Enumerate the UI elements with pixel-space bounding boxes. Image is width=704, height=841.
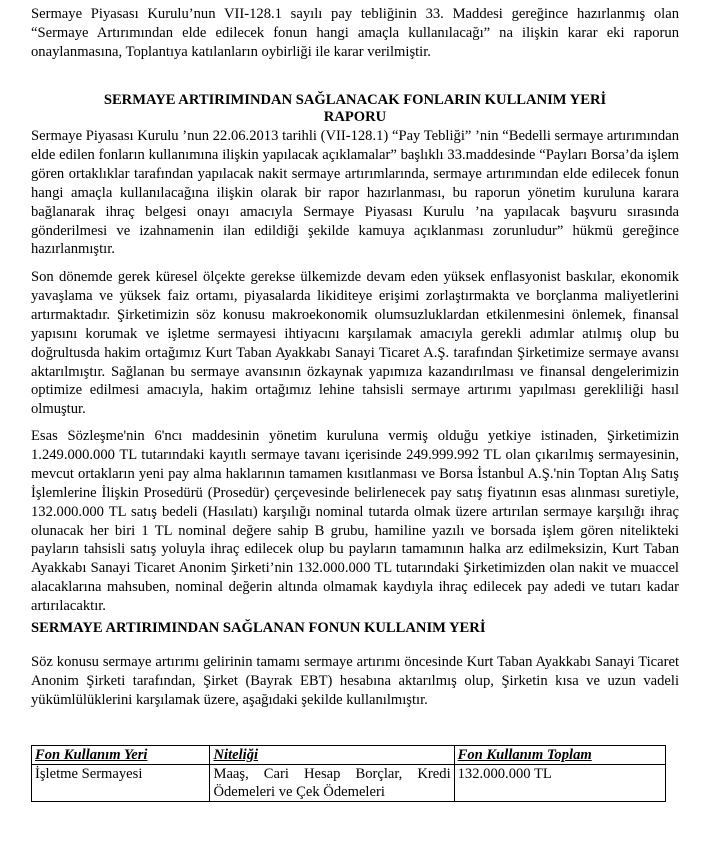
table-cell-nature — [210, 765, 454, 802]
paragraph-fund-usage: Söz konusu sermaye artırımı gelirinin tamamı sermaye artırımı öncesinde Kurt Taban Ayakkabı Sanayi Ticaret Anonim Şirketi tarafından, Şirket (Bayrak EBT) hesabına aktarılmış olup, Şirketin kısa ve uzun vadeli yükümlülüklerini karşılamak üzere, aşağıdaki şekilde kullanılmıştır. — [31, 654, 679, 708]
table-cell-nature-line: Maaş, Cari Hesap Borçlar, Kredi — [213, 766, 451, 782]
table-header-cell: Niteliği — [210, 746, 454, 765]
paragraph-economic-context: Son dönemde gerek küresel ölçekte gerekse ülkemizde devam eden yüksek enflasyonist baskılar, ekonomik yavaşlama ve yüksek faiz ortamı, piyasalarda likiditeye erişimi zorlaştırmakta ve borçlanma maliyetlerini artırmaktadır. Şirketimizin söz konusu makroekonomik olumsuzluklardan etkilenmesini önlemek, finansal yapısını korumak ve işletme sermayesi ihtiyacını karşılamak amacıyla gerekli adımlar atılmış olup bu doğrultusda hakim ortağımız Kurt Taban Ayakkabı Sanayi Ticaret A.Ş. tarafından Şirketimize sermaye avansı aktarılmıştır. Sağlanan bu sermaye avansının özkaynak yapımıza kazandırılması ve finansal dengelerimizin optimize edilmesi amacıyla, hakim ortağımız lehine tahsisli sermaye artırımı yapılması gerekliliği hasıl olmuştur. — [31, 269, 679, 418]
table-cell-nature-line: Ödemeleri ve Çek Ödemeleri — [213, 784, 385, 800]
table-cell-total: 132.000.000 TL — [454, 765, 665, 802]
section-title: SERMAYE ARTIRIMINDAN SAĞLANAN FONUN KULLANIM YERİ — [31, 620, 486, 636]
fund-usage-table — [31, 745, 666, 802]
table-header-row — [32, 746, 666, 765]
paragraph-legal-basis: Sermaye Piyasası Kurulu ’nun 22.06.2013 tarihli (VII-128.1) “Pay Tebliği” ’nin “Bedelli sermaye artırımından elde edilen fonların kullanımına ilişkin yapılacak açıklamalar” başlıklı 33.maddesinde “Payları Borsa’da işlem gören ortaklıklar tarafından yapılacak nakit sermaye artırımlarında, sermaye artırımından elde edilecek fonun hangi amaçla kullanılacağına ilişkin olarak bir rapor hazırlanması, bu raporun yönetim kuruluna karara bağlanarak ihraç belgesi onayı amacıyla Sermaye Piyasası Kurulu ’na yapılacak başvuru sırasında gönderilmesi ve izahnamenin ilan edildiği şekilde kamuya açıklanması zorunludur” hükmü gereğince hazırlanmıştır. — [31, 128, 679, 258]
table-cell-place: İşletme Sermayesi — [32, 765, 210, 802]
table-header-cell: Fon Kullanım Toplam — [454, 746, 665, 765]
table-row — [32, 765, 666, 802]
report-title-line2: RAPORU — [323, 109, 387, 125]
paragraph-capital-increase: Esas Sözleşme'nin 6'ncı maddesinin yönetim kuruluna vermiş olduğu yetkiye istinaden, Şirketimizin 1.249.000.000 TL tutarındaki kayıtlı sermaye tavanı içerisinde 249.999.992 TL olan çıkarılmış sermayesinin, mevcut ortakların yeni pay alma haklarının tamamen kısıtlanması ve Borsa İstanbul A.Ş.'nin Toptan Alış Satış İşlemlerine İlişkin Prosedürü (Prosedür) çerçevesinde belirlenecek pay satış fiyatının esas alınması suretiyle, 132.000.000 TL satış bedeli (Hasılatı) karşılığı nominal tutarda olmak üzere artırılan sermaye karşılığı ihraç olunacak her biri 1 TL nominal değere sahip B grubu, hamiline yazılı ve borsada işlem gören nitelikteki payların tahsisli satış yoluyla ihraç edilecek olup bu payların tamamının halka arz edilmeksizin, Kurt Taban Ayakkabı Sanayi Ticaret Anonim Şirketi’nin 132.000.000 TL tutarındaki Şirketimizden olan nakit ve muaccel alacaklarına mahsuben, nominal değerin altında olmamak kaydıyla ihraç edilecek pay adedi ve tutarı kadar artırılacaktır. — [31, 428, 679, 615]
table-header-cell: Fon Kullanım Yeri — [32, 746, 210, 765]
intro-paragraph: Sermaye Piyasası Kurulu’nun VII-128.1 sayılı pay tebliğinin 33. Maddesi gereğince hazırlanmış olan “Sermaye Artırımından elde edilecek fonun hangi amaçla kullanılacağı” na ilişkin karar eki raporun onaylanmasına, Toplantıya katılanların oybirliği ile karar verilmiştir. — [31, 6, 679, 60]
report-title-line1: SERMAYE ARTIRIMINDAN SAĞLANACAK FONLARIN KULLANIM YERİ — [103, 92, 607, 108]
report-title — [31, 92, 679, 126]
